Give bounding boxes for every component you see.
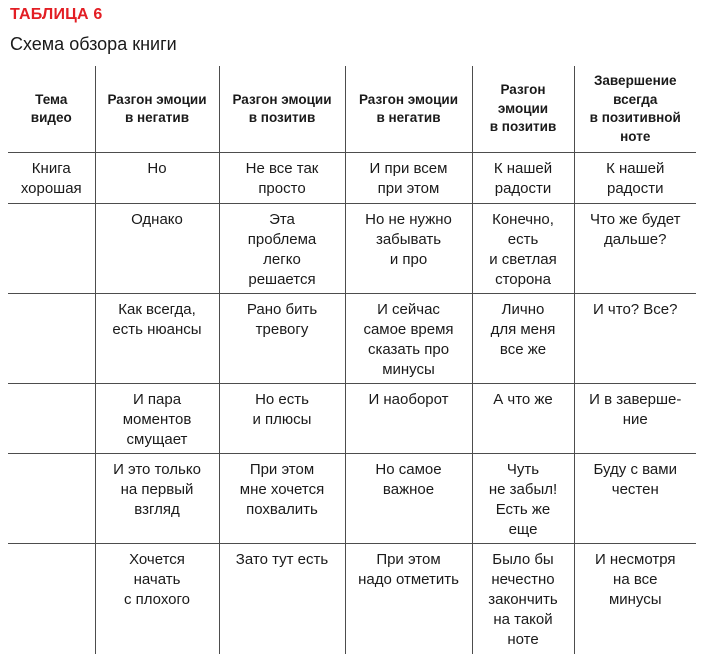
table-cell: Но не нужно забывать и про: [345, 204, 472, 294]
table-cell: И наоборот: [345, 384, 472, 454]
table-row: [8, 384, 696, 454]
page-title: Схема обзора книги: [10, 34, 177, 54]
table-cell: [8, 454, 95, 544]
column-header: Завершение всегда в позитивной ноте: [574, 66, 696, 153]
table-cell: Но самое важное: [345, 454, 472, 544]
table-cell: Рано бить тревогу: [219, 294, 345, 384]
table-cell: Как всегда, есть нюансы: [95, 294, 219, 384]
table-cell: И несмотря на все минусы: [574, 544, 696, 654]
table-cell: [8, 384, 95, 454]
table-cell: [8, 294, 95, 384]
table-cell: Что же будет дальше?: [574, 204, 696, 294]
table-cell: Не все так просто: [219, 153, 345, 204]
table-header-row: [8, 66, 696, 153]
table-cell: Эта проблема легко решается: [219, 204, 345, 294]
table-cell: Однако: [95, 204, 219, 294]
table-cell: И сейчас самое время сказать про минусы: [345, 294, 472, 384]
table-cell: И в заверше- ние: [574, 384, 696, 454]
table-cell: Буду с вами честен: [574, 454, 696, 544]
table-cell: К нашей радости: [574, 153, 696, 204]
column-header: Разгон эмоции в негатив: [345, 66, 472, 153]
table-row: [8, 294, 696, 384]
table-cell: Хочется начать с плохого: [95, 544, 219, 654]
table-cell: И при всем при этом: [345, 153, 472, 204]
table-row: [8, 153, 696, 204]
table-cell: [8, 204, 95, 294]
table-row: [8, 204, 696, 294]
review-scheme-table: [8, 66, 696, 654]
table-cell: И это только на первый взгляд: [95, 454, 219, 544]
table-cell: И пара моментов смущает: [95, 384, 219, 454]
column-header: Разгон эмоции в позитив: [219, 66, 345, 153]
table-cell: Чуть не забыл! Есть же еще: [472, 454, 574, 544]
table-row: [8, 544, 696, 654]
table-cell: При этом мне хочется похвалить: [219, 454, 345, 544]
table-cell: Зато тут есть: [219, 544, 345, 654]
column-header: Разгон эмоции в негатив: [95, 66, 219, 153]
column-header: Разгон эмоции в позитив: [472, 66, 574, 153]
table-cell: А что же: [472, 384, 574, 454]
table-cell: И что? Все?: [574, 294, 696, 384]
table-cell: Лично для меня все же: [472, 294, 574, 384]
table-row: [8, 454, 696, 544]
table-cell: Но: [95, 153, 219, 204]
table-cell: При этом надо отметить: [345, 544, 472, 654]
table-cell: Книга хорошая: [8, 153, 95, 204]
table-cell: Конечно, есть и светлая сторона: [472, 204, 574, 294]
table-cell: Но есть и плюсы: [219, 384, 345, 454]
table-cell: К нашей радости: [472, 153, 574, 204]
table-cell: [8, 544, 95, 654]
column-header: Тема видео: [8, 66, 95, 153]
table-cell: Было бы нечестно закончить на такой ноте: [472, 544, 574, 654]
table-label: ТАБЛИЦА 6: [10, 6, 103, 23]
